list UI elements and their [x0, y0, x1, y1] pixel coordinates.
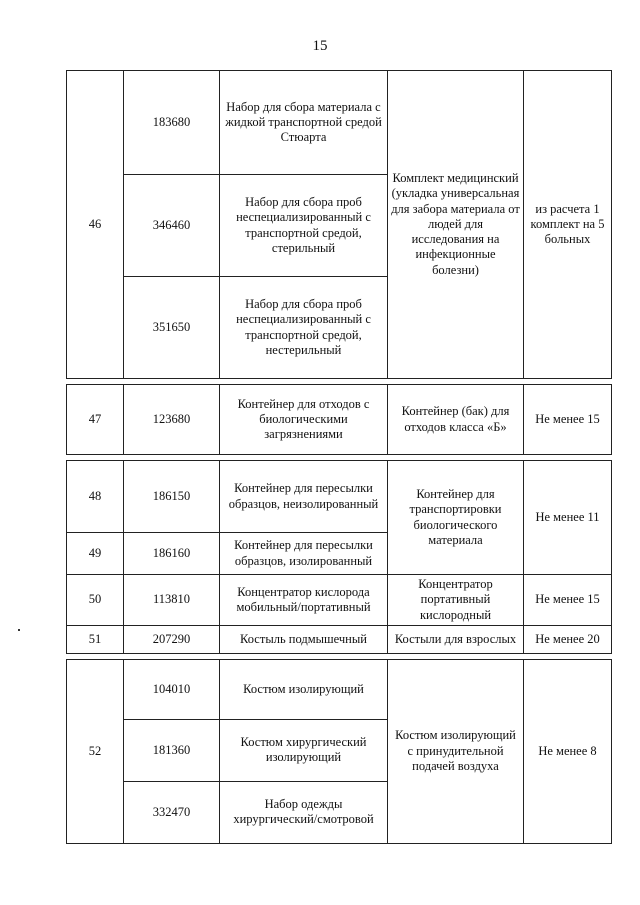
name-cell: Набор одежды хирургический/смотровой [220, 781, 388, 843]
code-cell: 207290 [124, 625, 220, 653]
row-number-cell: 47 [67, 385, 124, 455]
code-cell: 346460 [124, 175, 220, 277]
name-cell: Набор для сбора материала с жидкой транспортной средой Стюарта [220, 71, 388, 175]
code-cell: 181360 [124, 719, 220, 781]
name-cell: Концентратор кислорода мобильный/портативный [220, 575, 388, 626]
group-cell: Костыли для взрослых [388, 625, 524, 653]
group-cell: Концентратор портативный кислородный [388, 575, 524, 626]
name-cell: Контейнер для пересылки образцов, изолированный [220, 533, 388, 575]
group-cell: Контейнер (бак) для отходов класса «Б» [388, 385, 524, 455]
group-cell: Комплект медицинский (укладка универсальная для забора материала от людей для исследования на инфекционные болезни) [388, 71, 524, 379]
name-cell: Костыль подмышечный [220, 625, 388, 653]
table-row [67, 575, 612, 626]
group-cell: Контейнер для транспортировки биологического материала [388, 461, 524, 575]
quantity-cell: Не менее 15 [524, 575, 612, 626]
margin-mark [18, 629, 20, 631]
code-cell: 123680 [124, 385, 220, 455]
name-cell: Костюм изолирующий [220, 659, 388, 719]
row-number-cell: 48 [67, 461, 124, 533]
code-cell: 186150 [124, 461, 220, 533]
quantity-cell: Не менее 15 [524, 385, 612, 455]
name-cell: Контейнер для пересылки образцов, неизолированный [220, 461, 388, 533]
name-cell: Костюм хирургический изолирующий [220, 719, 388, 781]
code-cell: 186160 [124, 533, 220, 575]
table-row [67, 385, 612, 455]
group-cell: Костюм изолирующий с принудительной подачей воздуха [388, 659, 524, 843]
quantity-cell: Не менее 20 [524, 625, 612, 653]
quantity-cell: Не менее 8 [524, 659, 612, 843]
table-row [67, 71, 612, 175]
row-number-cell: 46 [67, 71, 124, 379]
table-row [67, 659, 612, 719]
name-cell: Набор для сбора проб неспециализированный с транспортной средой, нестерильный [220, 277, 388, 379]
row-number-cell: 51 [67, 625, 124, 653]
row-number-cell: 52 [67, 659, 124, 843]
page-number: 15 [312, 38, 328, 54]
table-row [67, 461, 612, 533]
table-row [67, 625, 612, 653]
code-cell: 183680 [124, 71, 220, 175]
code-cell: 113810 [124, 575, 220, 626]
code-cell: 351650 [124, 277, 220, 379]
name-cell: Набор для сбора проб неспециализированный с транспортной средой, стерильный [220, 175, 388, 277]
name-cell: Контейнер для отходов с биологическими загрязнениями [220, 385, 388, 455]
equipment-table [66, 70, 612, 844]
row-number-cell: 50 [67, 575, 124, 626]
row-number-cell: 49 [67, 533, 124, 575]
quantity-cell: Не менее 11 [524, 461, 612, 575]
quantity-cell: из расчета 1 комплект на 5 больных [524, 71, 612, 379]
code-cell: 332470 [124, 781, 220, 843]
code-cell: 104010 [124, 659, 220, 719]
